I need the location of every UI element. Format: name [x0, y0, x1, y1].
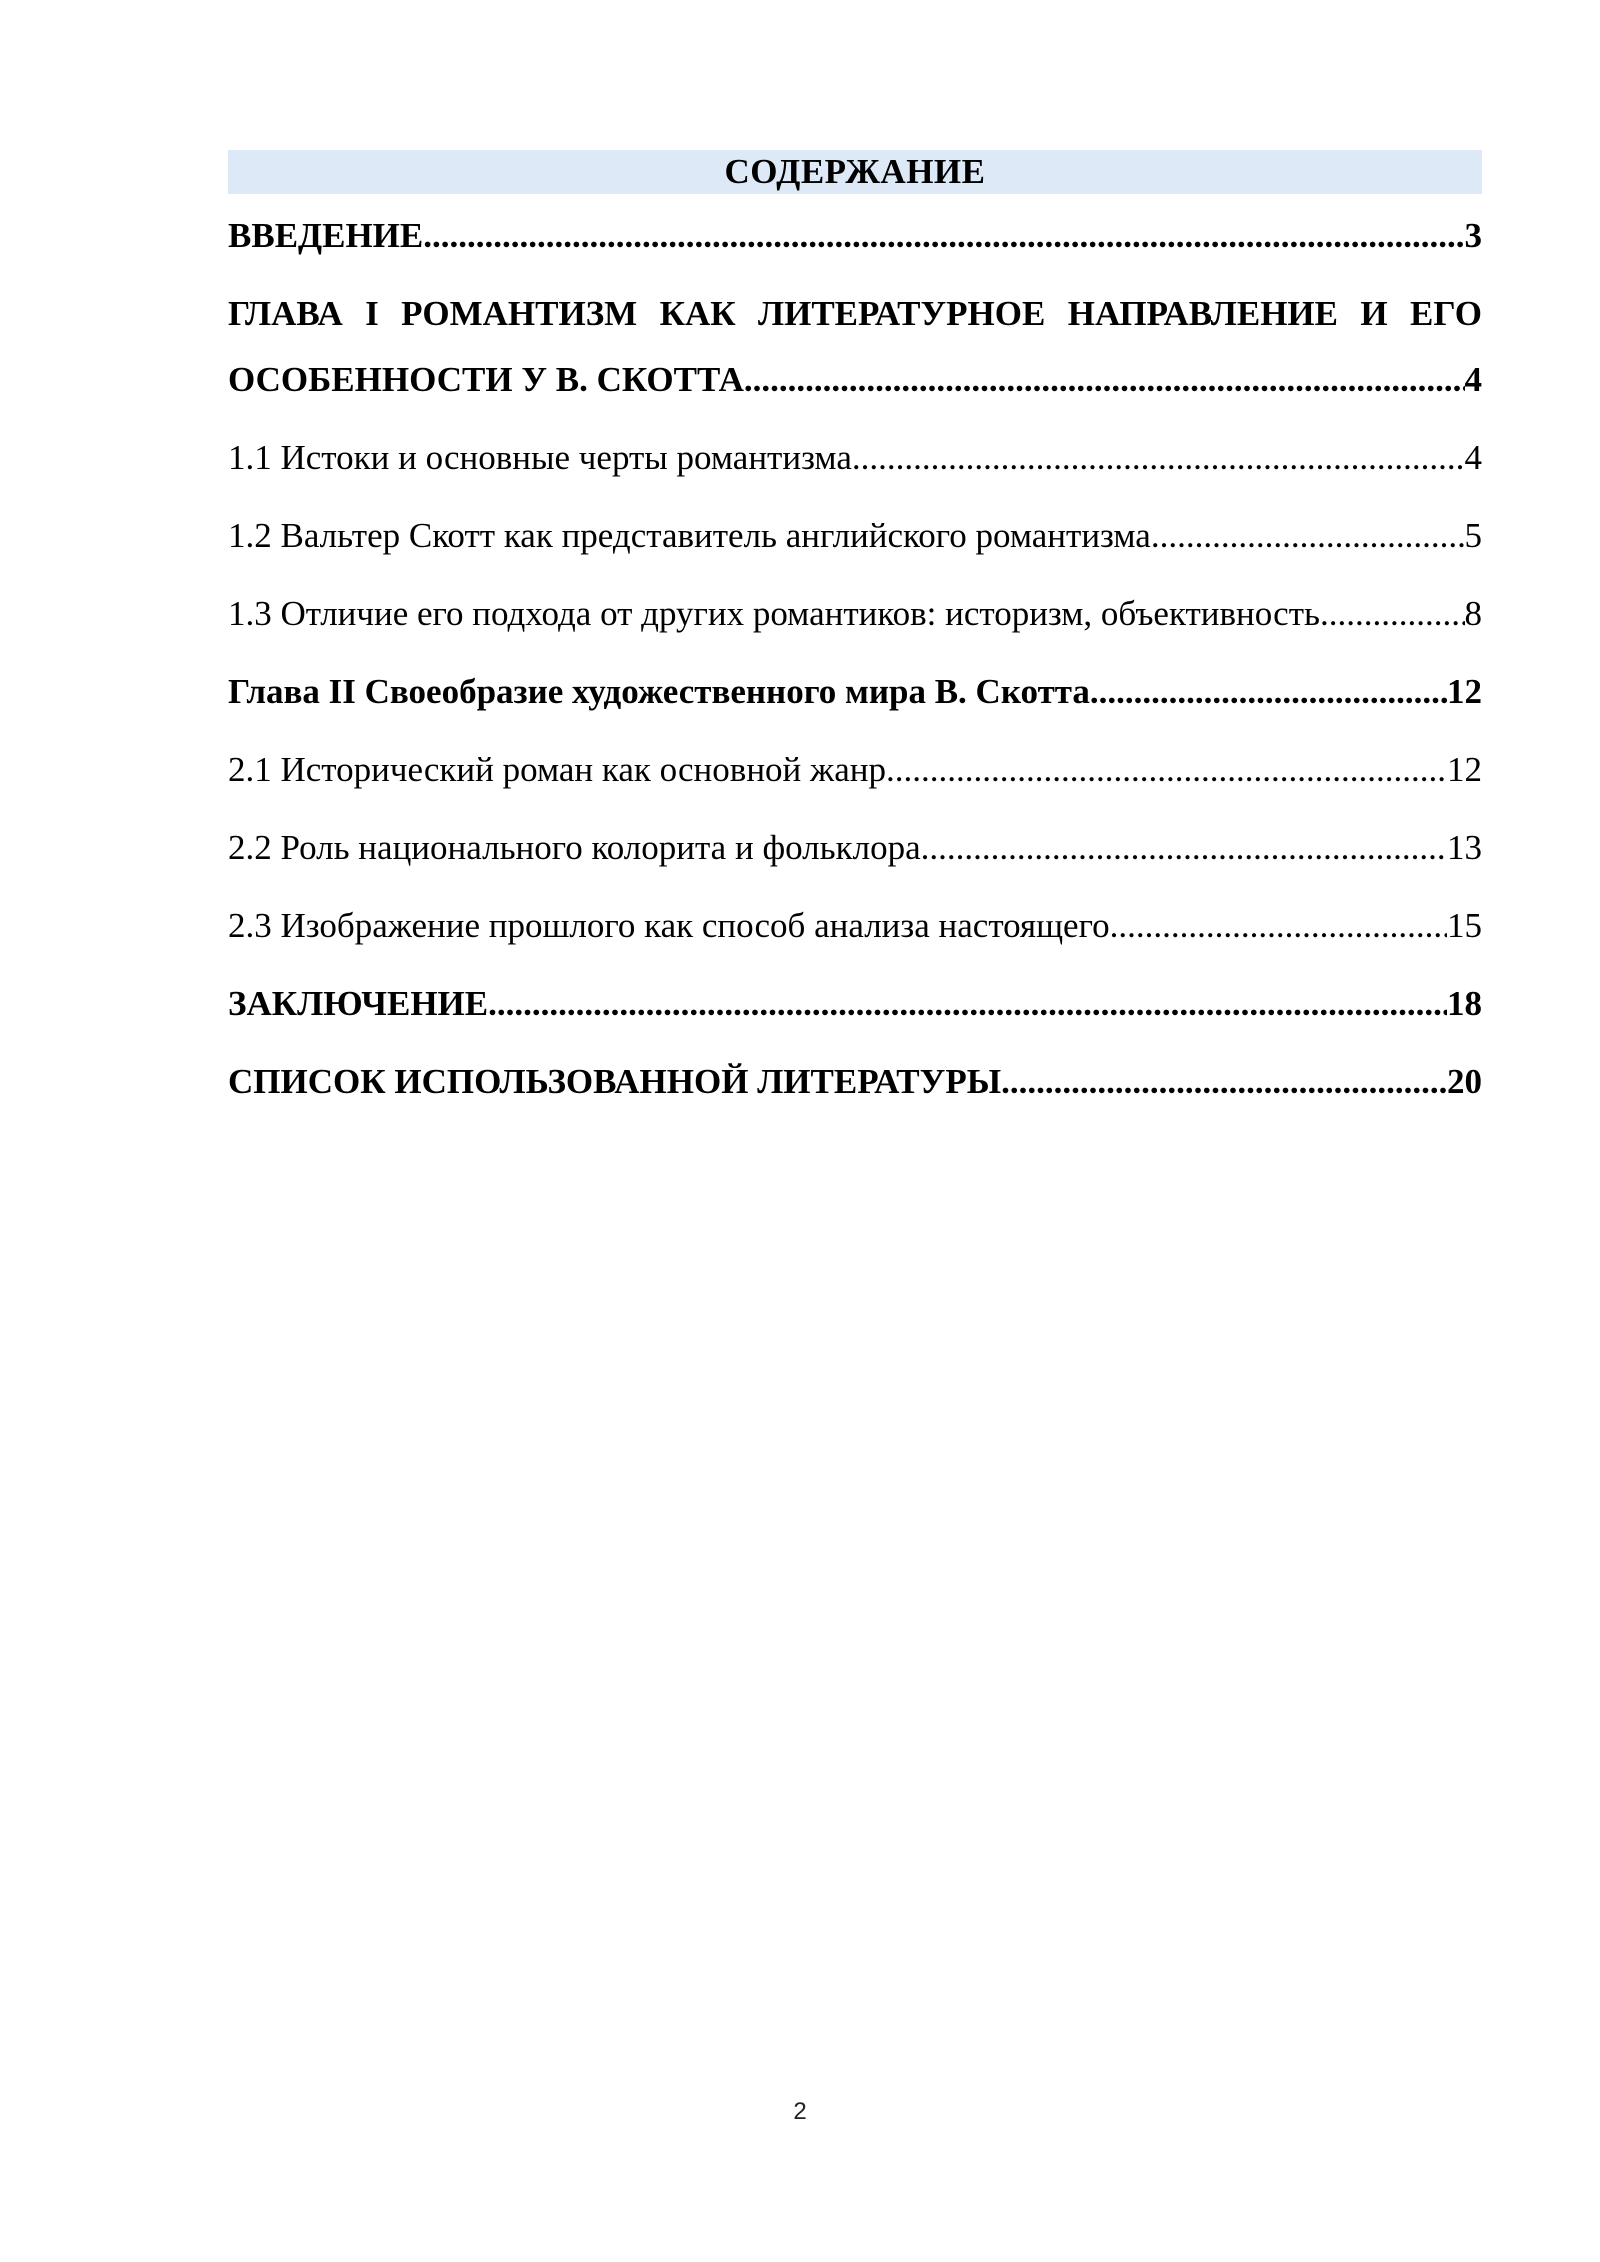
- toc-dot-leader: [1320, 592, 1465, 636]
- toc-page-number: 15: [1447, 906, 1482, 945]
- page-number: 2: [793, 2098, 807, 2125]
- toc-title: СОДЕРЖАНИЕ: [228, 150, 1482, 194]
- toc-dot-leader: [1001, 1060, 1447, 1104]
- toc-entry-1-2[interactable]: [228, 514, 1482, 558]
- toc-entry-label: СПИСОК ИСПОЛЬЗОВАННОЙ ЛИТЕРАТУРЫ: [228, 1062, 1002, 1101]
- toc-page-number: 18: [1447, 984, 1482, 1023]
- toc-entry-label: ВВЕДЕНИЕ: [228, 216, 424, 255]
- toc-entry-label: 1.2 Вальтер Скотт как представитель английского романтизма: [228, 516, 1151, 555]
- toc-entry-label: Глава II Своеобразие художественного мира В. Скотта: [228, 672, 1090, 711]
- toc-page-number: 13: [1447, 828, 1482, 867]
- toc-entry-label: 2.3 Изображение прошлого как способ анализа настоящего: [228, 906, 1110, 945]
- toc-entry-chapter2[interactable]: [228, 670, 1482, 714]
- toc-page-number: 5: [1464, 516, 1482, 555]
- toc-entry-bibliography[interactable]: [228, 1060, 1482, 1104]
- toc-entry-2-1[interactable]: [228, 748, 1482, 792]
- toc-page-number: 12: [1447, 672, 1482, 711]
- toc-entry-label: ОСОБЕННОСТИ У В. СКОТТА: [228, 360, 744, 399]
- toc-dot-leader: [1151, 514, 1465, 558]
- toc-page-number: 20: [1447, 1062, 1482, 1101]
- toc-entry-label: 2.1 Исторический роман как основной жанр: [228, 750, 886, 789]
- toc-dot-leader: [1090, 670, 1447, 714]
- toc-entry-label: 1.1 Истоки и основные черты романтизма: [228, 438, 852, 477]
- toc-entry-label: ЗАКЛЮЧЕНИЕ: [228, 984, 489, 1023]
- toc-entry-chapter1-line1[interactable]: ГЛАВА I РОМАНТИЗМ КАК ЛИТЕРАТУРНОЕ НАПРАВЛЕНИЕ И ЕГО: [228, 294, 1482, 333]
- toc-entry-label: 2.2 Роль национального колорита и фольклора: [228, 828, 921, 867]
- toc-dot-leader: [886, 748, 1447, 792]
- toc-entry-introduction[interactable]: [228, 214, 1482, 258]
- toc-dot-leader: [852, 436, 1465, 480]
- toc-page-number: 4: [1464, 360, 1482, 399]
- toc-page-number: 12: [1447, 750, 1482, 789]
- toc-dot-leader: [921, 826, 1447, 870]
- toc-dot-leader: [423, 214, 1464, 258]
- toc-entry-conclusion[interactable]: [228, 982, 1482, 1026]
- table-of-contents: [228, 150, 1482, 1104]
- toc-entry-1-3[interactable]: [228, 592, 1482, 636]
- toc-page-number: 4: [1464, 438, 1482, 477]
- toc-entry-2-3[interactable]: [228, 904, 1482, 948]
- toc-page-number: 3: [1464, 216, 1482, 255]
- toc-entry-label: 1.3 Отличие его подхода от других романтиков: историзм, объективность: [228, 594, 1320, 633]
- toc-dot-leader: [744, 358, 1465, 402]
- toc-entry-1-1[interactable]: [228, 436, 1482, 480]
- toc-dot-leader: [488, 982, 1447, 1026]
- toc-entry-2-2[interactable]: [228, 826, 1482, 870]
- toc-entry-chapter1[interactable]: [228, 358, 1482, 402]
- toc-dot-leader: [1110, 904, 1447, 948]
- toc-page-number: 8: [1464, 594, 1482, 633]
